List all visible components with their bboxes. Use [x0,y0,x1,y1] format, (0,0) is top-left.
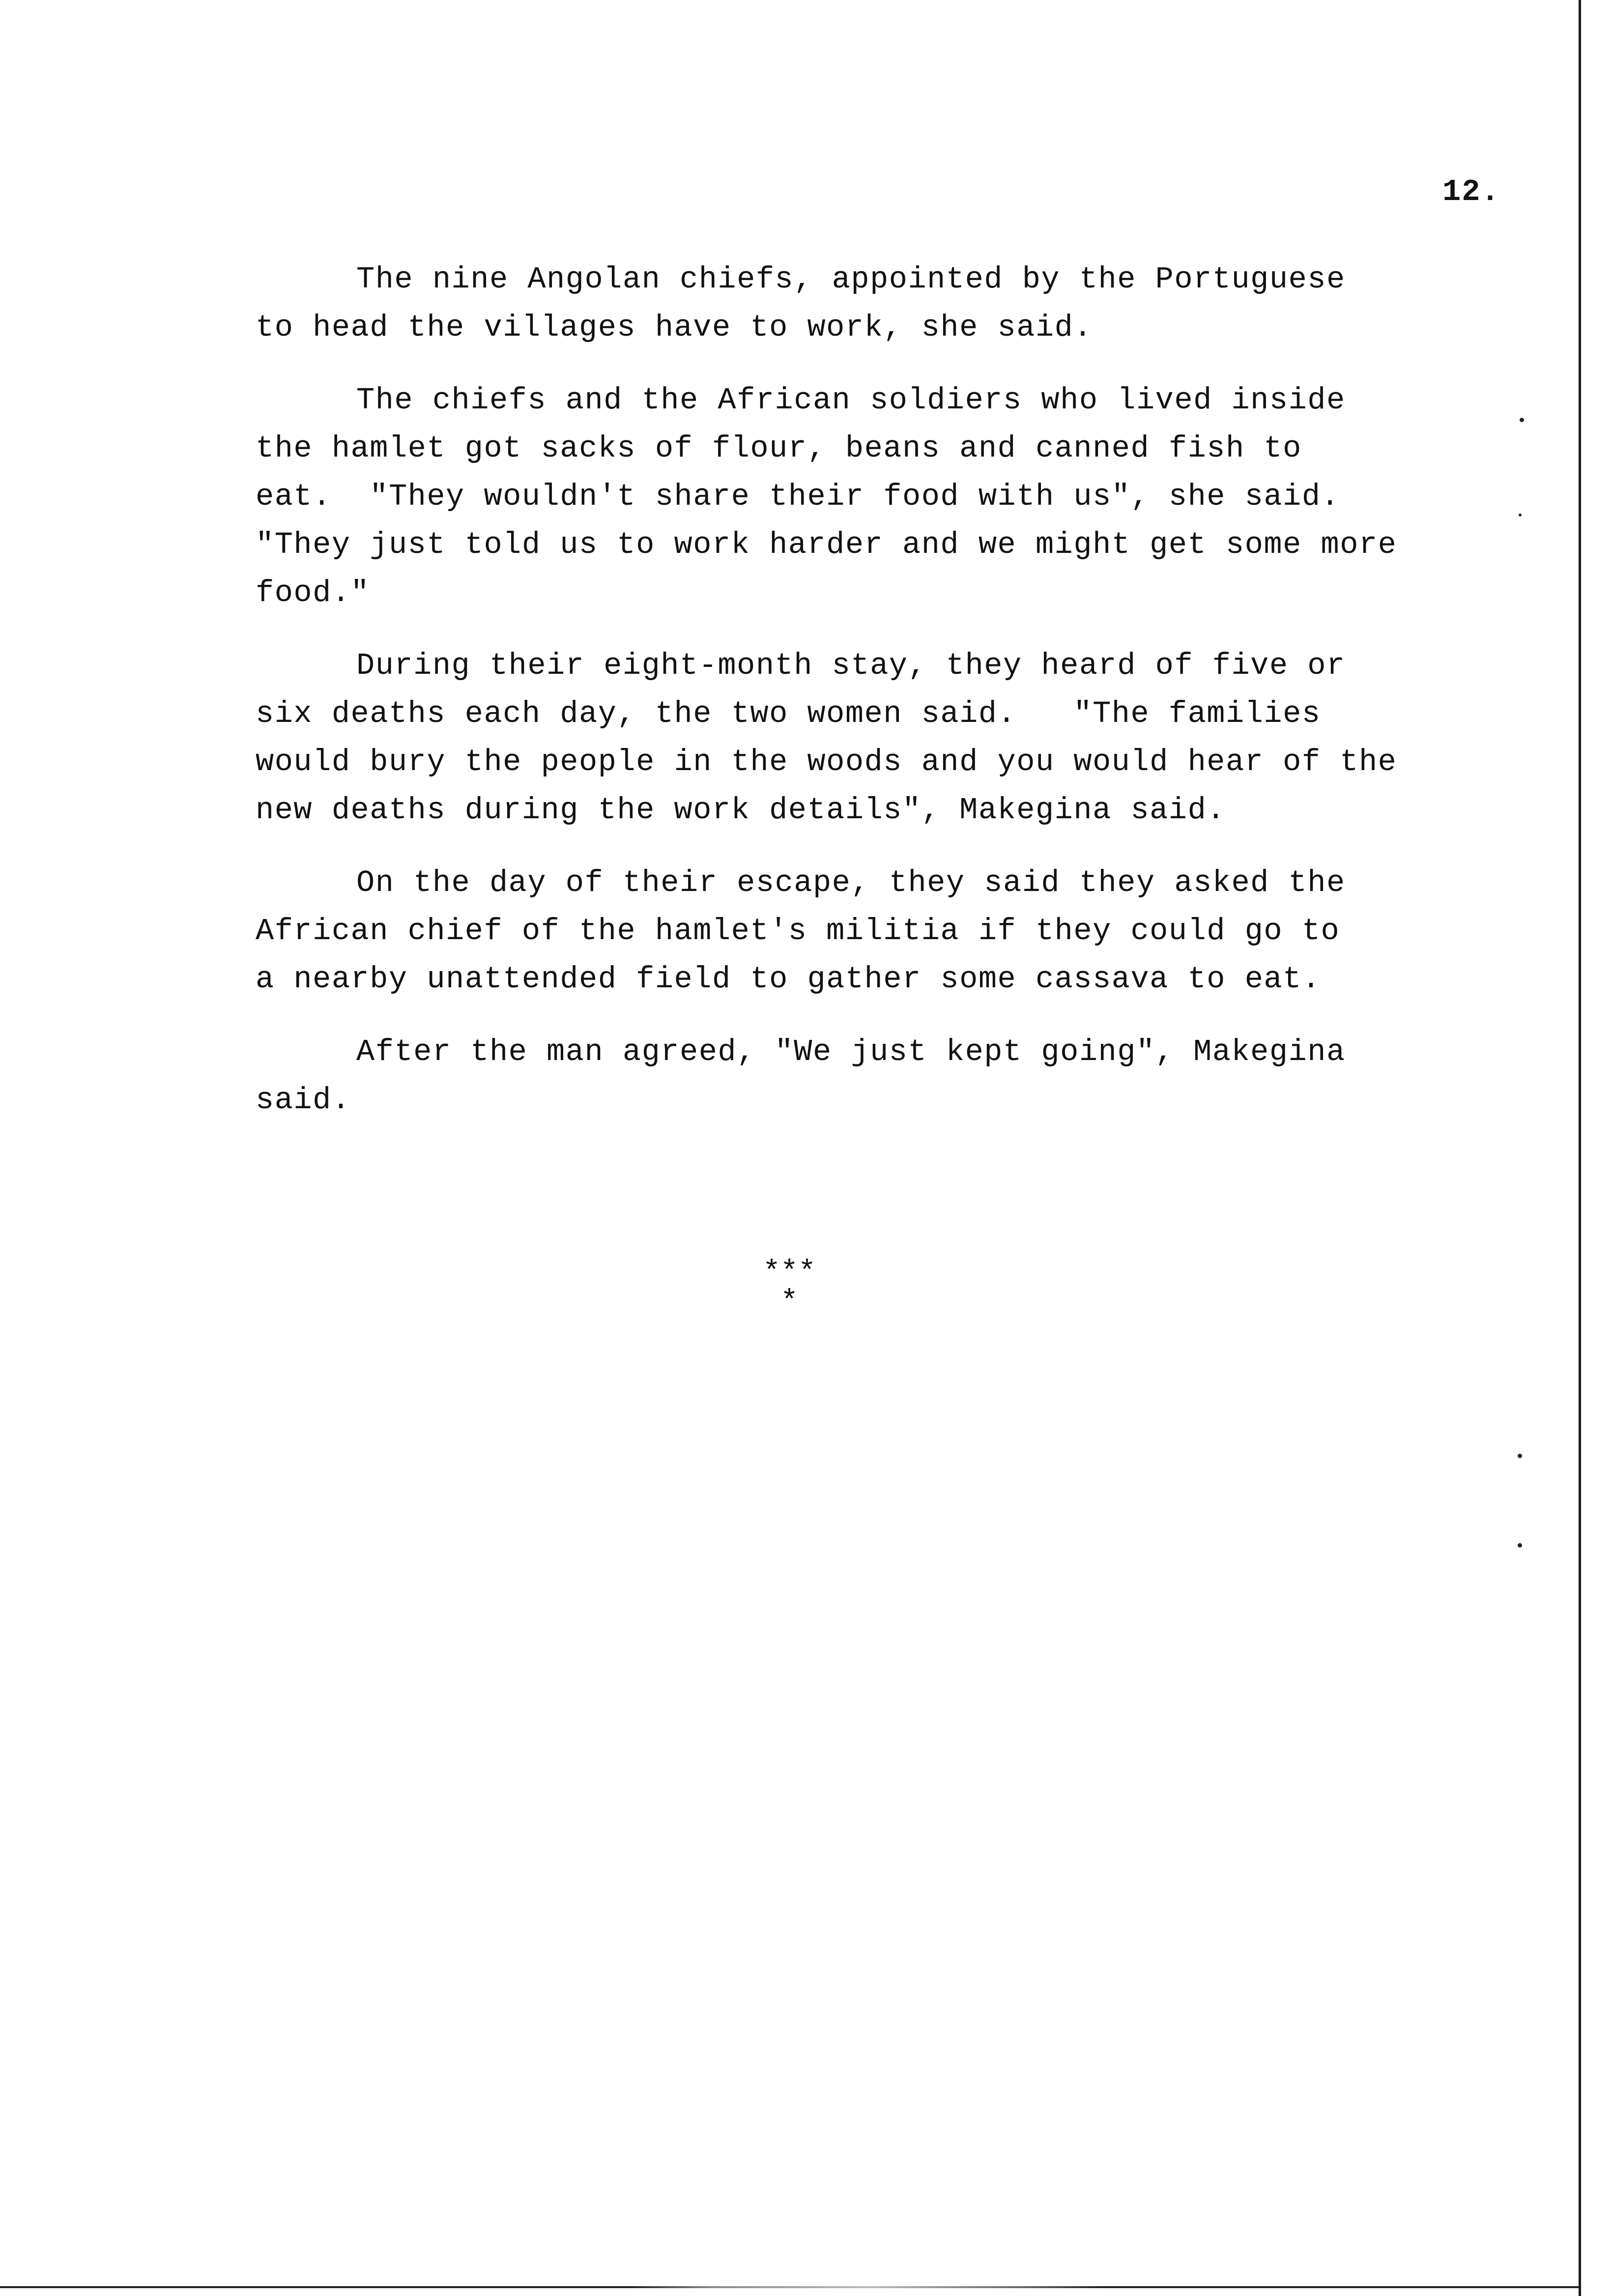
scan-edge-right [1579,0,1581,2296]
scan-speck [1518,1454,1522,1458]
text-line: African chief of the hamlet's militia if they could go to [256,914,1340,948]
body-text [256,256,1484,1149]
text-line: six deaths each day, the two women said. "The families [256,696,1321,731]
scan-speck [1519,514,1522,517]
text-line: a nearby unattended field to gather some cassava to eat. [256,962,1321,997]
text-line: During their eight-month stay, they heard of five or [356,648,1346,683]
text-line: to head the villages have to work, she said. [256,310,1093,345]
text-line: The nine Angolan chiefs, appointed by the Portuguese [356,262,1346,297]
paragraph-2 [256,376,1484,617]
text-line: food." [256,575,370,610]
scan-speck [1520,418,1524,422]
end-of-story-mark [0,1258,1579,1317]
text-line: the hamlet got sacks of flour, beans and canned fish to [256,431,1302,466]
text-line: would bury the people in the woods and you would hear of the [256,745,1397,779]
text-line: After the man agreed, "We just kept going", Makegina [356,1034,1346,1069]
paragraph-4 [256,859,1484,1004]
asterisk-row: *** [762,1256,816,1290]
text-line: said. [256,1083,351,1118]
asterisk-row: * [780,1286,798,1319]
text-line: eat. "They wouldn't share their food with us", she said. [256,479,1340,514]
scan-speck [1518,1543,1522,1548]
text-line: The chiefs and the African soldiers who lived inside [356,383,1346,418]
paragraph-1 [256,256,1484,352]
text-line: new deaths during the work details", Makegina said. [256,793,1226,828]
paragraph-3 [256,642,1484,834]
scan-edge-bottom [0,2286,1579,2288]
page-number: 12. [1442,174,1500,209]
text-line: On the day of their escape, they said they asked the [356,865,1346,900]
paragraph-5 [256,1028,1484,1124]
text-line: "They just told us to work harder and we might get some more [256,527,1397,562]
